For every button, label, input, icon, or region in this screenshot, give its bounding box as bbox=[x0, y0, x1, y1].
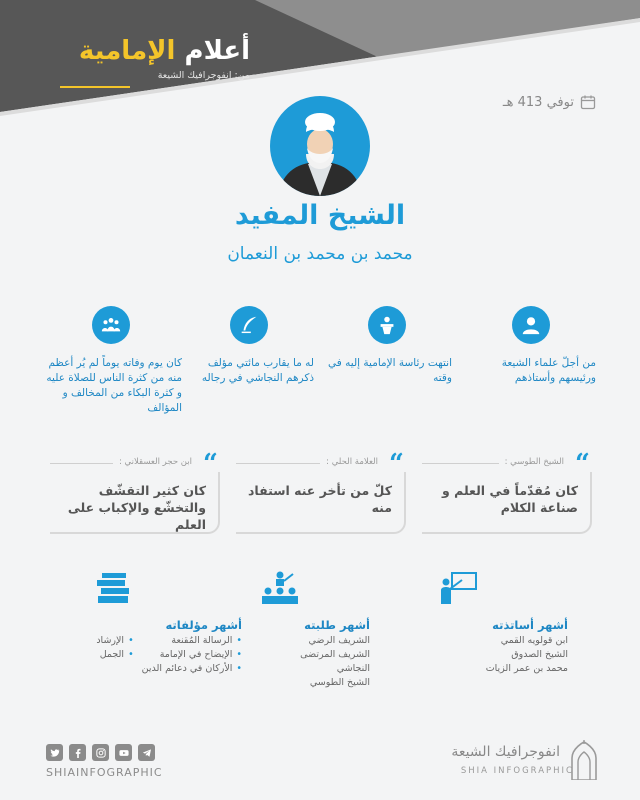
fact-text: من أجلّ علماء الشيعة ورئيسهم وأستاذهم bbox=[501, 357, 596, 384]
logo-english: SHIA INFOGRAPHIC bbox=[460, 766, 574, 776]
podium-icon bbox=[368, 306, 406, 344]
social-handle: SHIAINFOGRAPHIC bbox=[46, 766, 163, 779]
quote-card bbox=[422, 449, 592, 534]
crowd-icon bbox=[92, 306, 130, 344]
quote-mark-icon: “ bbox=[389, 449, 404, 479]
dome-logo-icon bbox=[568, 740, 600, 780]
students-list bbox=[260, 634, 370, 690]
calendar-icon bbox=[580, 94, 596, 110]
fact-item bbox=[322, 306, 452, 386]
brand-title-part2: الإمامية bbox=[78, 36, 176, 66]
quote-rule bbox=[236, 463, 320, 464]
fact-item bbox=[466, 306, 596, 386]
students-title: أشهر طلبته bbox=[304, 618, 370, 632]
brand-block bbox=[60, 36, 250, 81]
quote-rule bbox=[422, 463, 499, 464]
quote-text: كلّ من تأخر عنه استفاد منه bbox=[247, 483, 392, 515]
students-column bbox=[260, 570, 370, 690]
works-list-primary bbox=[142, 634, 242, 676]
list-item: • الجمل bbox=[96, 648, 133, 662]
quote-text: كان كثير التقشّف والتخشّع والإكباب على العلم bbox=[67, 483, 206, 532]
social-links bbox=[46, 744, 155, 761]
list-item: الشيخ الصدوق bbox=[511, 649, 568, 660]
list-item: • الإرشاد bbox=[96, 634, 133, 648]
fact-text: انتهت رئاسة الإمامية إليه في وقته bbox=[328, 357, 452, 384]
list-item: الشيخ الطوسي bbox=[309, 677, 370, 688]
quote-mark-icon: “ bbox=[575, 449, 590, 479]
twitter-icon[interactable] bbox=[46, 744, 63, 761]
telegram-icon[interactable] bbox=[138, 744, 155, 761]
death-text: توفي 413 هـ bbox=[502, 94, 574, 110]
quote-mark-icon: “ bbox=[203, 449, 218, 479]
brand-title bbox=[60, 36, 250, 66]
quill-icon bbox=[230, 306, 268, 344]
fact-text: له ما يقارب مائتي مؤلف ذكرهم النجاشي في رجاله bbox=[201, 357, 314, 384]
death-date bbox=[503, 94, 596, 110]
quote-author: الشيخ الطوسي : bbox=[504, 457, 564, 467]
books-icon bbox=[92, 570, 132, 606]
quote-author: ابن حجر العسقلاني : bbox=[118, 457, 192, 467]
quote-text: كان مُقدّماً في العلم و صناعة الكلام bbox=[442, 483, 578, 515]
works-lists bbox=[92, 634, 242, 676]
scholar-avatar-icon bbox=[270, 96, 370, 196]
facebook-icon[interactable] bbox=[69, 744, 86, 761]
person-icon bbox=[512, 306, 550, 344]
list-item: الشريف الرضي bbox=[308, 635, 370, 646]
teacher-board-icon bbox=[438, 570, 478, 606]
list-item: النجاشي bbox=[336, 663, 370, 674]
quote-card bbox=[236, 449, 406, 534]
portrait bbox=[270, 96, 370, 196]
list-item: محمد بن عمر الزيات bbox=[485, 663, 568, 674]
works-column bbox=[92, 570, 242, 676]
brand-subtitle: من: انفوجرافيك الشيعة bbox=[157, 70, 250, 81]
list-item: الشريف المرتضى bbox=[300, 649, 370, 660]
list-item: • الإيضاح في الإمامة bbox=[142, 648, 242, 662]
quote-card bbox=[50, 449, 220, 534]
teachers-column bbox=[438, 570, 568, 676]
teachers-title: أشهر أساتذته bbox=[492, 618, 568, 632]
list-item: • الرسالة المُقنعة bbox=[142, 634, 242, 648]
list-item: • الأركان في دعائم الدين bbox=[142, 662, 242, 676]
list-item: ابن قولويه القمي bbox=[500, 635, 568, 646]
youtube-icon[interactable] bbox=[115, 744, 132, 761]
fact-item bbox=[184, 306, 314, 386]
brand-rule bbox=[60, 86, 130, 88]
person-full-name: محمد بن محمد بن النعمان bbox=[227, 244, 413, 264]
instagram-icon[interactable] bbox=[92, 744, 109, 761]
works-list-secondary bbox=[96, 634, 133, 676]
students-group-icon bbox=[260, 570, 300, 606]
works-title: أشهر مؤلفاته bbox=[165, 618, 242, 632]
quote-rule bbox=[50, 463, 113, 464]
fact-text: كان يوم وفاته يوماً لم يُر أعظم منه من كثرة الناس للصلاة عليه و كثرة البكاء من المخالف و المؤالف bbox=[46, 357, 182, 414]
quote-author: العلامة الحلي : bbox=[326, 457, 378, 467]
brand-title-part1: أعلام bbox=[184, 36, 250, 66]
teachers-list bbox=[438, 634, 568, 676]
logo-arabic: انفوجرافيك الشيعة bbox=[451, 744, 560, 760]
person-name: الشيخ المفيد bbox=[234, 200, 406, 231]
fact-item bbox=[40, 306, 182, 416]
